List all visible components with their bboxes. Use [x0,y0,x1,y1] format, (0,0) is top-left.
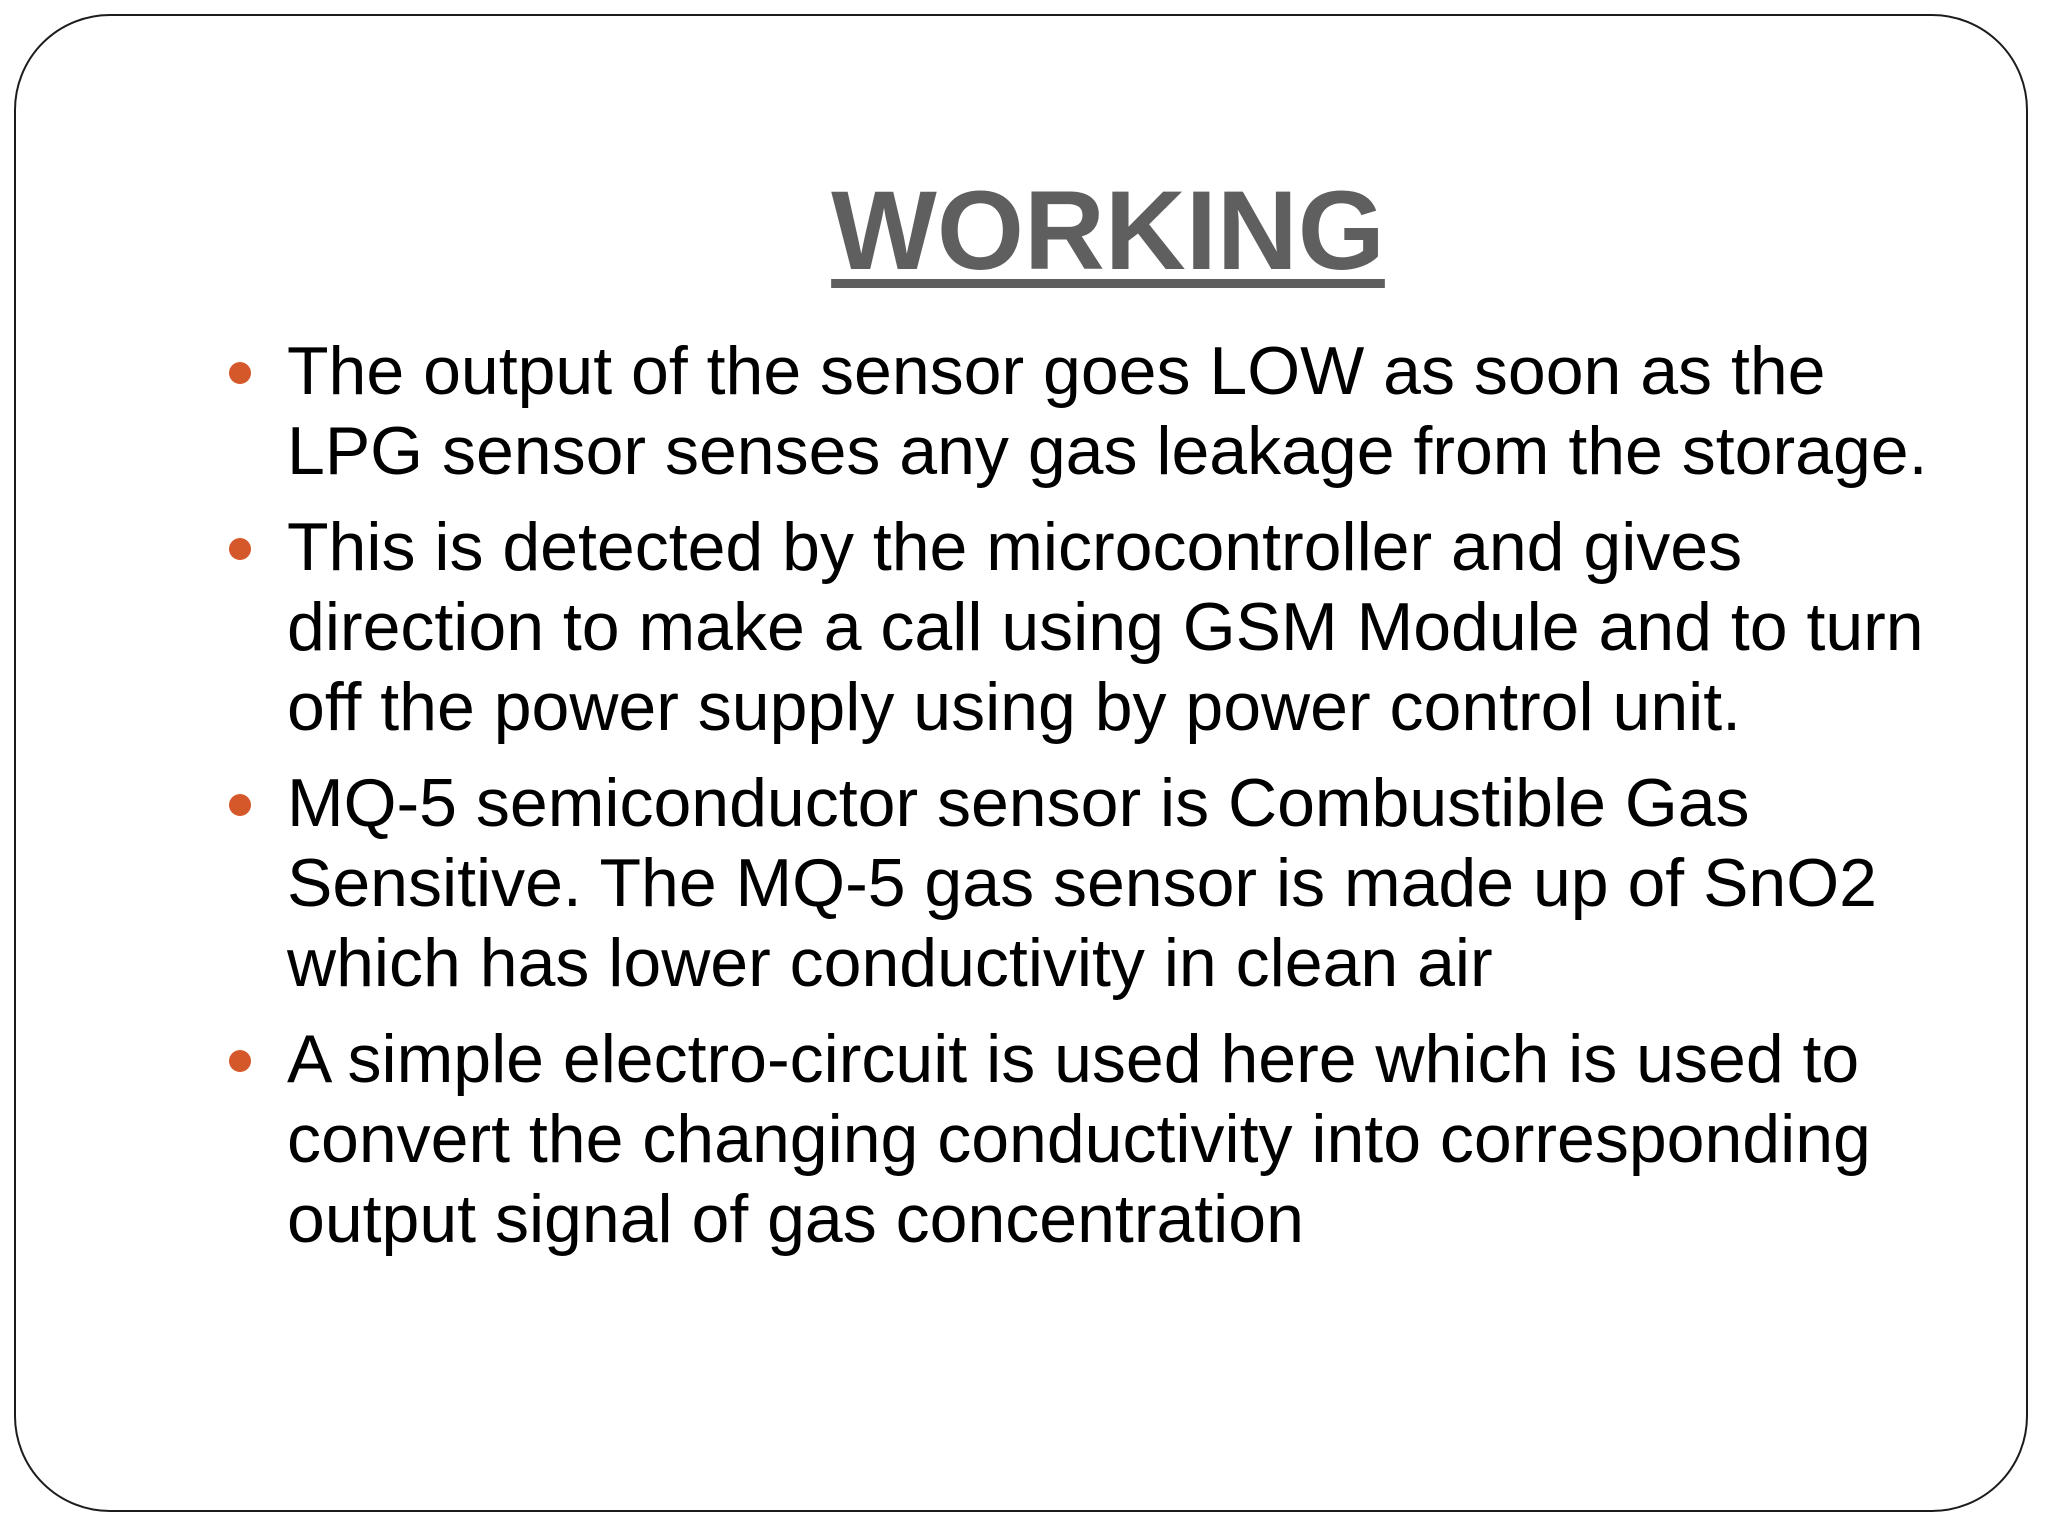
bullet-item [287,331,1957,491]
bullet-item [287,763,1957,1003]
bullet-item [287,1019,1957,1259]
slide-title: WORKING [831,168,1385,293]
bullet-item [287,507,1957,747]
bullet-text: This is detected by the microcontroller and gives direction to make a call using GSM Module and to turn off the power supply using by power control unit. [287,509,1924,745]
bullet-dot-icon [229,1050,251,1072]
bullet-text: A simple electro-circuit is used here which is used to convert the changing conductivity into corresponding output signal of gas concentration [287,1021,1871,1257]
bullet-text: MQ-5 semiconductor sensor is Combustible Gas Sensitive. The MQ-5 gas sensor is made up of SnO2 which has lower conductivity in clean air [287,765,1877,1001]
bullet-text: The output of the sensor goes LOW as soon as the LPG sensor senses any gas leakage from the storage. [287,333,1928,489]
bullet-dot-icon [229,794,251,816]
bullet-dot-icon [229,538,251,560]
bullet-dot-icon [229,362,251,384]
bullet-list [287,331,1957,1275]
